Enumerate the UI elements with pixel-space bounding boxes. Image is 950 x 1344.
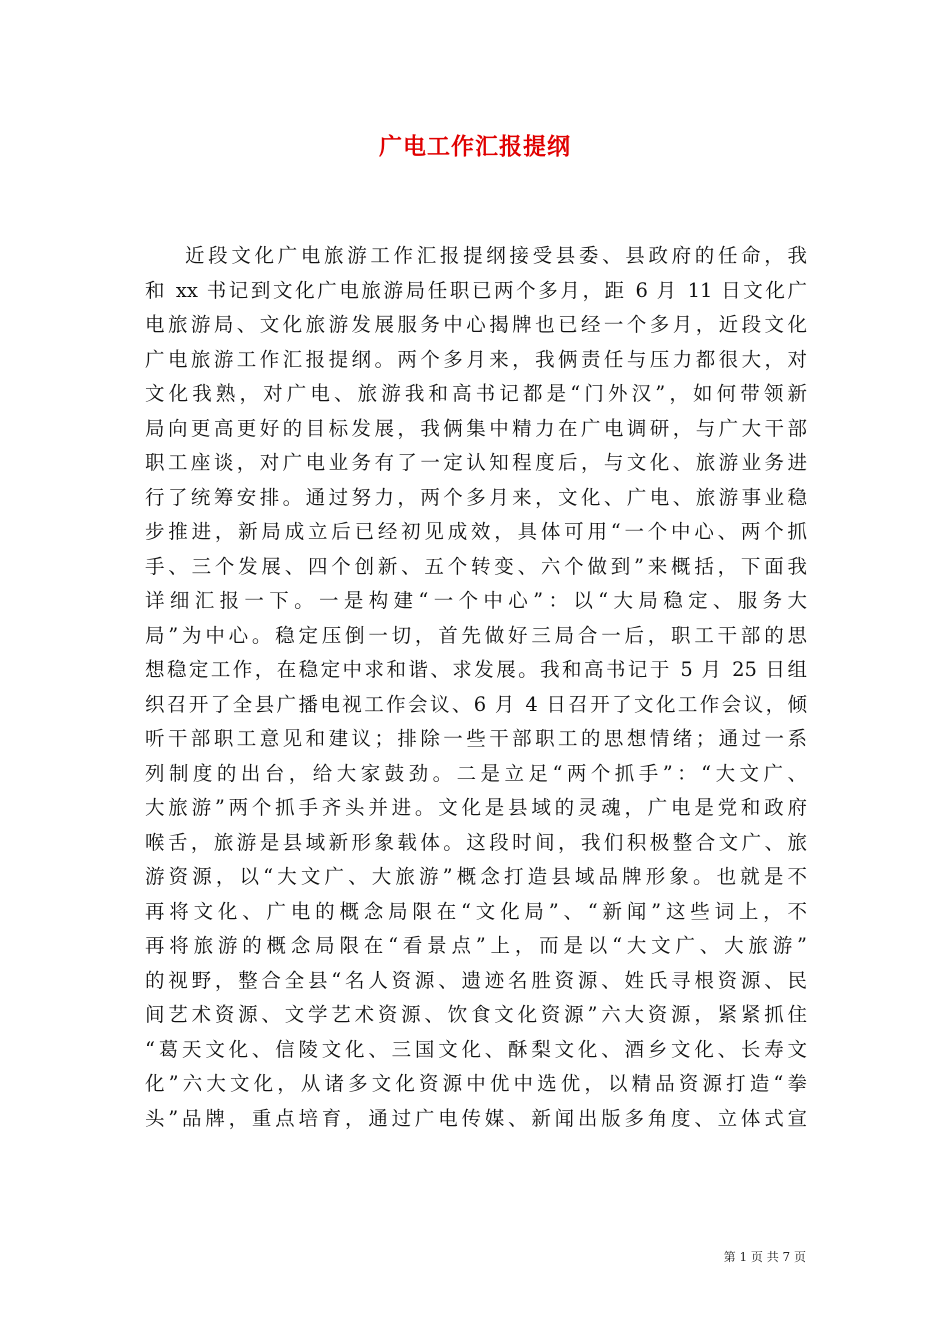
body-line: 的视野，整合全县“名人资源、遗迹名胜资源、姓氏寻根资源、民 <box>145 968 807 992</box>
body-line: 大旅游”两个抓手齐头并进。文化是县域的灵魂，广电是党和政府 <box>145 796 807 819</box>
body-line: 化”六大文化，从诸多文化资源中优中选优，以精品资源打造“拳 <box>145 1072 807 1095</box>
body-line: 行了统筹安排。通过努力，两个多月来，文化、广电、旅游事业稳 <box>145 485 807 509</box>
document-body <box>145 239 807 1136</box>
body-line: 详细汇报一下。一是构建“一个中心”：以“大局稳定、服务大 <box>145 589 807 612</box>
body-line: 近段文化广电旅游工作汇报提纲接受县委、县政府的任命，我 <box>185 244 807 267</box>
document-title: 广电工作汇报提纲 <box>379 133 571 160</box>
body-line: 游资源，以“大文广、大旅游”概念打造县域品牌形象。也就是不 <box>145 865 807 888</box>
body-line: 职工座谈，对广电业务有了一定认知程度后，与文化、旅游业务进 <box>145 451 807 474</box>
body-line: 间艺术资源、文学艺术资源、饮食文化资源”六大资源，紧紧抓住 <box>145 1003 807 1026</box>
body-line: 广电旅游工作汇报提纲。两个多月来，我俩责任与压力都很大，对 <box>145 347 807 371</box>
page-number-footer: 第 1 页 共 7 页 <box>723 1250 806 1264</box>
body-line: 电旅游局、文化旅游发展服务中心揭牌也已经一个多月，近段文化 <box>145 313 807 336</box>
body-line: 喉舌，旅游是县域新形象载体。这段时间，我们积极整合文广、旅 <box>145 830 807 854</box>
body-line: 头”品牌，重点培育，通过广电传媒、新闻出版多角度、立体式宣 <box>145 1106 807 1130</box>
body-line: 听干部职工意见和建议；排除一些干部职工的思想情绪；通过一系 <box>145 727 807 750</box>
body-line: 再将旅游的概念局限在“看景点”上，而是以“大文广、大旅游” <box>145 934 807 957</box>
body-line: 局向更高更好的目标发展，我俩集中精力在广电调研，与广大干部 <box>145 416 807 440</box>
body-line: 列制度的出台，给大家鼓劲。二是立足“两个抓手”：“大文广、 <box>145 761 807 785</box>
body-line: 织召开了全县广播电视工作会议、6 月 4 日召开了文化工作会议，倾 <box>145 692 807 716</box>
body-line: 局”为中心。稳定压倒一切，首先做好三局合一后，职工干部的思 <box>145 623 807 647</box>
body-line: 文化我熟，对广电、旅游我和高书记都是“门外汉”，如何带领新 <box>145 382 807 405</box>
body-line: 步推进，新局成立后已经初见成效，具体可用“一个中心、两个抓 <box>145 520 807 543</box>
body-line: “葛天文化、信陵文化、三国文化、酥梨文化、酒乡文化、长寿文 <box>145 1037 807 1061</box>
body-line: 想稳定工作，在稳定中求和谐、求发展。我和高书记于 5 月 25 日组 <box>145 658 807 681</box>
body-line: 再将文化、广电的概念局限在“文化局”、“新闻”这些词上，不 <box>145 899 807 923</box>
body-line: 手、三个发展、四个创新、五个转变、六个做到”来概括，下面我 <box>145 554 807 578</box>
body-line: 和 xx 书记到文化广电旅游局任职已两个多月，距 6 月 11 日文化广 <box>145 278 807 302</box>
